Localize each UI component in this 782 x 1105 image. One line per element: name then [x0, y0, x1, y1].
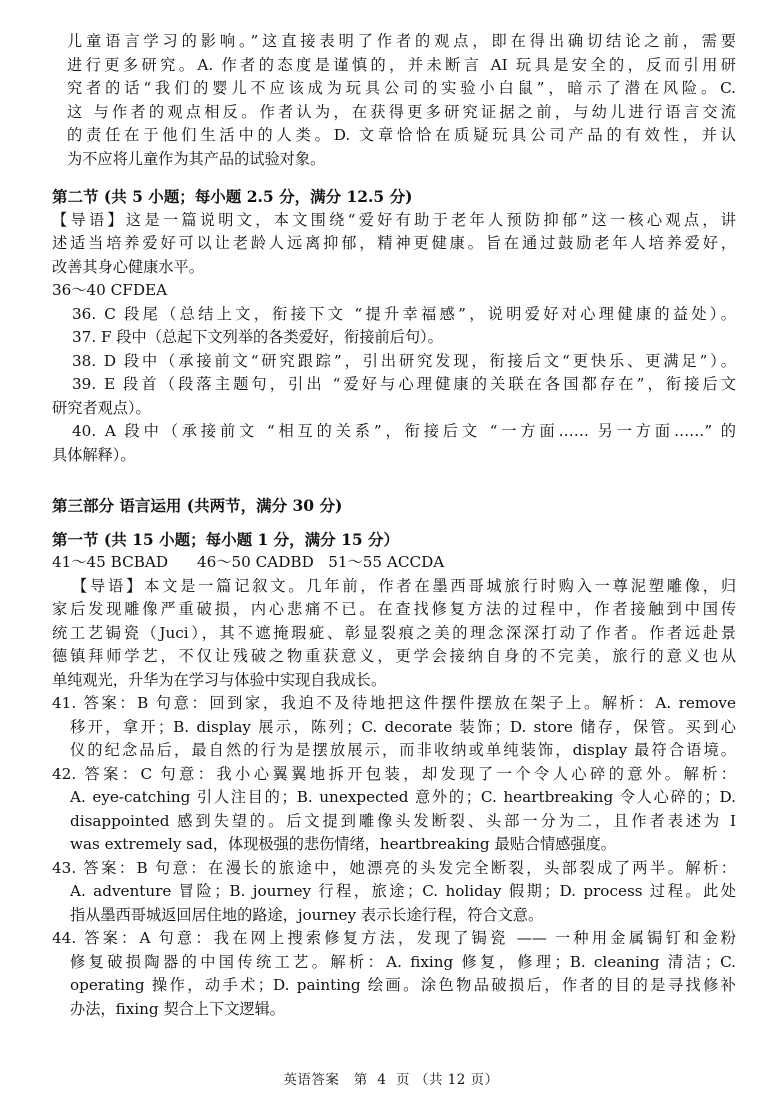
question-43: [52, 857, 736, 928]
text-line: 修复破损陶器的中国传统工艺。解析：A. fixing 修复，修理；B. cleaning 清洁；C.: [70, 952, 736, 971]
question-42: [52, 763, 736, 857]
answer-item-40-cont: 具体解释）。: [52, 445, 136, 464]
text-line: 指从墨西哥城返回居住地的路途，journey 表示长途行程，符合文意。: [70, 905, 544, 924]
question-44: [52, 927, 736, 1021]
text-line: 44. 答案：A 句意：我在网上搜索修复方法，发现了锔瓷 —— 一种用金属锔钉和金粉: [52, 929, 736, 947]
answer-item-38: 38. D 段中（承接前文“研究跟踪”，引出研究发现，衔接后文“更快乐、更满足”）。: [72, 351, 736, 370]
answer-item-36: 36. C 段尾（总结上文，衔接下文 “提升幸福感”，说明爱好对心理健康的益处）。: [72, 304, 736, 323]
text-line: 述适当培养爱好可以让老龄人远离抑郁，精神更健康。旨在通过鼓励老年人培养爱好，: [52, 234, 736, 252]
text-line: 办法，fixing 契合上下文逻辑。: [70, 999, 285, 1018]
text-line: disappointed 感到失望的。后文提到雕像头发断裂、头部一分为二，且作者表述为 I: [70, 811, 736, 830]
text-line: operating 操作，动手术；D. painting 绘画。涂色物品破损后，作者的目的是寻找修补: [70, 976, 736, 994]
page-footer: 英语答案 第 4 页 （共 12 页）: [283, 1072, 499, 1088]
answer-page: [52, 30, 736, 1021]
answer-item-40: 40. A 段中（承接前文 “相互的关系”，衔接后文 “一方面…… 另一方面……” 的: [72, 422, 736, 440]
text-line: A. adventure 冒险；B. journey 行程，旅途；C. holiday 假期；D. process 过程。此处: [70, 882, 736, 900]
part3-section1-heading: 第一节 (共 15 小题；每小题 1 分，满分 15 分）: [52, 529, 400, 549]
text-line: 家后发现雕像严重破损，内心悲痛不已。在查找修复方法的过程中，作者接触到中国传: [52, 600, 736, 618]
text-line: 究者的话“我们的婴儿不应该成为玩具公司的实验小白鼠”，暗示了潜在风险。C.: [67, 79, 736, 97]
text-line: 的责任在于他们生活中的人类。D. 文章恰恰在质疑玩具公司产品的有效性，并认: [67, 126, 736, 144]
text-line: 移开，拿开；B. display 展示，陈列；C. decorate 装饰；D. store 储存，保管。买到心: [70, 717, 736, 736]
part3-heading: 第三部分 语言运用 (共两节，满分 30 分): [52, 496, 343, 515]
text-line: 改善其身心健康水平。: [52, 257, 204, 276]
text-line: 单纯观光，升华为在学习与体验中实现自我成长。: [52, 670, 387, 689]
text-line: 42. 答案：C 句意：我小心翼翼地拆开包装，却发现了一个令人心碎的意外。解析：: [52, 764, 736, 783]
continuation-paragraph: [52, 30, 736, 171]
text-line: 43. 答案：B 句意：在漫长的旅途中，她漂亮的头发完全断裂，头部裂成了两半。解析：: [52, 858, 736, 877]
text-line: was extremely sad，体现极强的悲伤情绪，heartbreaking 最贴合情感强度。: [70, 835, 616, 853]
section2-answer-key: 36～40 CFDEA: [52, 281, 168, 299]
answer-item-39-cont: 研究者观点）。: [52, 398, 151, 417]
part3-answer-key: 41～45 BCBAD 46～50 CADBD 51～55 ACCDA: [52, 553, 445, 571]
text-line: 德镇拜师学艺，不仅让残破之物重获意义，更学会接纳自身的不完美，旅行的意义也从: [52, 647, 736, 665]
section2-guide: [52, 209, 736, 280]
question-41: [52, 692, 736, 763]
text-line: 统工艺锔瓷（Juci），其不遮掩瑕疵、彰显裂痕之美的理念深深打动了作者。作者远赴景: [52, 623, 736, 642]
text-line: A. eye-catching 引人注目的；B. unexpected 意外的；C. heartbreaking 令人心碎的；D.: [70, 788, 736, 806]
text-line: 为不应将儿童作为其产品的试验对象。: [67, 149, 326, 168]
text-line: 【导语】本文是一篇记叙文。几年前，作者在墨西哥城旅行时购入一尊泥塑雕像，归: [72, 576, 736, 595]
part3-guide: [52, 575, 736, 693]
text-line: 进行更多研究。A. 作者的态度是谨慎的，并未断言 AI 玩具是安全的，反而引用研: [67, 55, 736, 74]
text-line: 这 与作者的观点相反。作者认为，在获得更多研究证据之前，与幼儿进行语言交流: [67, 102, 736, 121]
section2-heading: 第二节 (共 5 小题；每小题 2.5 分，满分 12.5 分): [52, 187, 413, 206]
text-line: 41. 答案：B 句意：回到家，我迫不及待地把这件摆件摆放在架子上。解析：A. remove: [52, 694, 736, 712]
answer-item-39: 39. E 段首（段落主题句，引出 “爱好与心理健康的关联在各国都存在”，衔接后文: [72, 375, 736, 393]
text-line: 儿童语言学习的影响。”这直接表明了作者的观点，即在得出确切结论之前，需要: [67, 32, 736, 50]
answer-item-37: 37. F 段中（总起下文列举的各类爱好，衔接前后句）。: [72, 328, 443, 346]
text-line: 仪的纪念品后，最自然的行为是摆放展示，而非收纳或单纯装饰，display 最符合语境。: [70, 741, 736, 759]
text-line: 【导语】这是一篇说明文，本文围绕“爱好有助于老年人预防抑郁”这一核心观点，讲: [52, 210, 736, 229]
